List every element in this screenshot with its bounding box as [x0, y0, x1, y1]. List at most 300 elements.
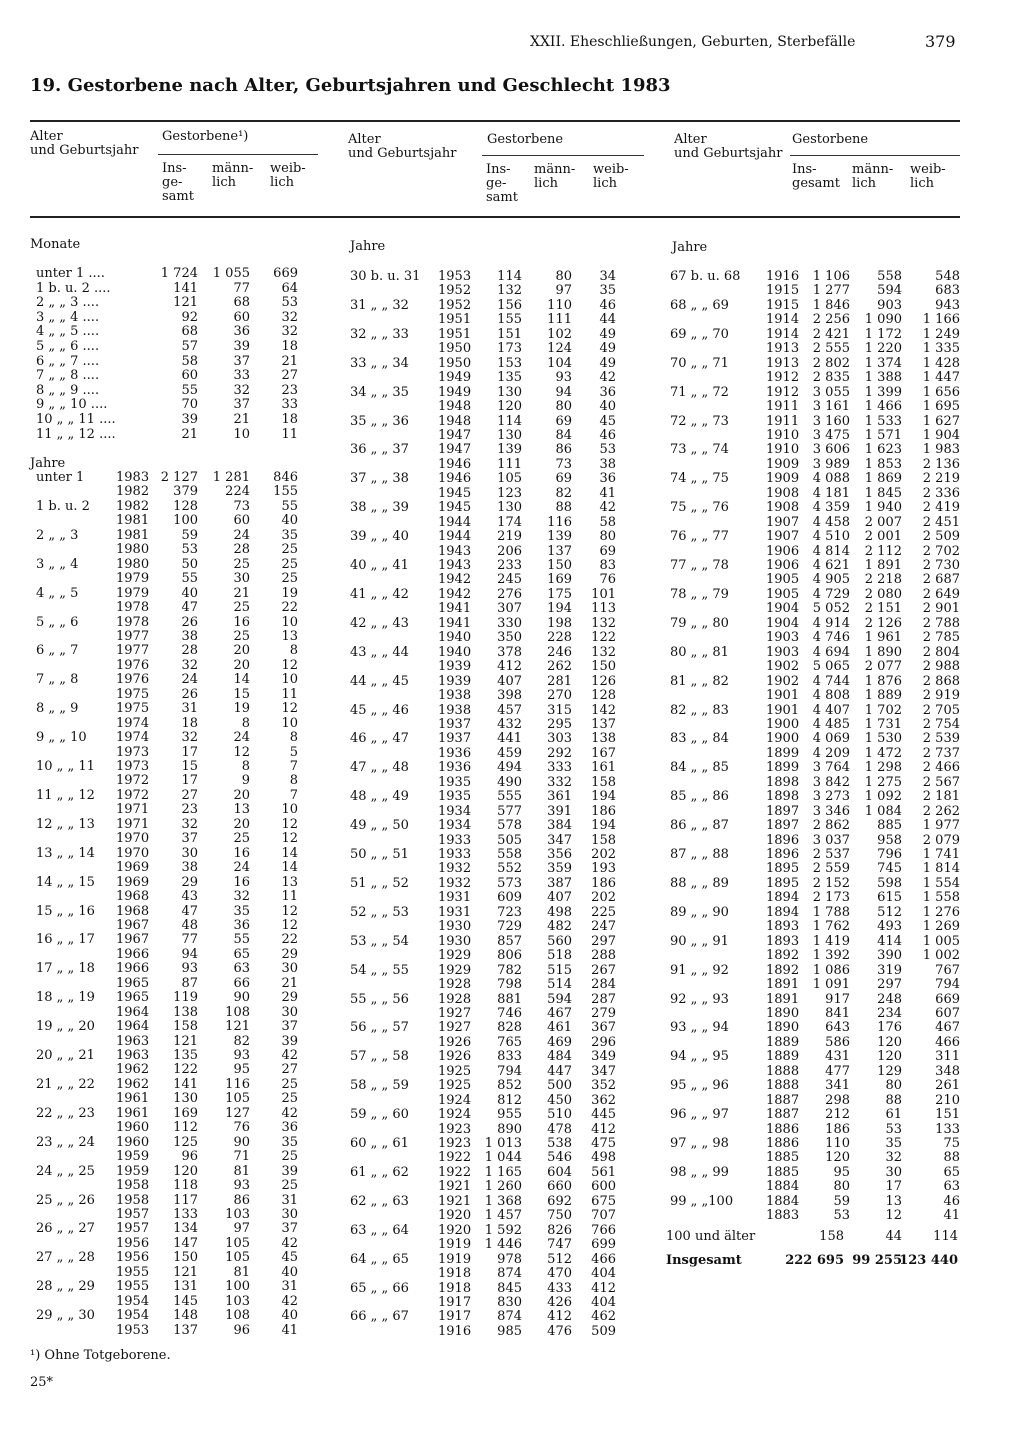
- row-total: 55: [181, 382, 198, 398]
- row-male: 1 275: [864, 774, 902, 790]
- row-male: 175: [547, 586, 572, 602]
- row-total: 114: [497, 269, 522, 284]
- row-birth-year: 1926: [438, 1049, 472, 1065]
- row-male: 24: [233, 527, 250, 543]
- row-birth-year: 1945: [438, 485, 472, 501]
- row-female: 699: [591, 1237, 616, 1253]
- row-age-label: 21 „ „ 22: [36, 1076, 95, 1092]
- row-total: 1 419: [812, 933, 850, 949]
- row-male: 103: [225, 1206, 250, 1222]
- c3-sub-total: Ins- gesamt: [792, 162, 840, 191]
- row-female: 58: [599, 514, 616, 530]
- row-birth-year: 1917: [438, 1294, 472, 1310]
- row-age-label: 85 „ „ 86: [670, 789, 729, 805]
- table-row: [36, 1107, 326, 1121]
- row-female: 466: [591, 1251, 616, 1267]
- row-total: 3 055: [812, 384, 850, 400]
- row-total: 120: [173, 1163, 198, 1179]
- row-total: [666, 1254, 966, 1268]
- row-total: 47: [181, 600, 198, 616]
- row-female: 41: [599, 485, 616, 501]
- row-female: 1 814: [922, 861, 960, 877]
- row-male: 53: [885, 1121, 902, 1137]
- table-row: [670, 458, 962, 472]
- row-total: 3 273: [812, 789, 850, 805]
- table-row: [350, 704, 630, 718]
- row-female: 2 901: [922, 601, 960, 617]
- row-female: 1 627: [922, 413, 960, 429]
- row-birth-year: 1978: [116, 614, 150, 630]
- table-row: [350, 1282, 630, 1296]
- row-age-label: 83 „ „ 84: [670, 731, 729, 747]
- table-row: [350, 1123, 630, 1137]
- table-row: [36, 962, 326, 976]
- row-age-label: 30 b. u. 31: [350, 269, 421, 284]
- row-male: 65: [233, 946, 250, 962]
- table-row: [350, 978, 630, 992]
- section-months: Monate: [30, 237, 81, 252]
- total-male: 99 255: [852, 1253, 902, 1268]
- row-female: 65: [943, 1164, 960, 1180]
- row-total: 341: [825, 1078, 850, 1094]
- row-female: 101: [591, 586, 616, 602]
- row-birth-year: 1973: [116, 744, 150, 760]
- row-male: 30: [233, 571, 250, 587]
- row-male: 8: [241, 759, 250, 774]
- row-female: 11: [281, 686, 298, 702]
- row-male: 1 472: [864, 745, 902, 761]
- table-row: [36, 861, 326, 875]
- row-male: 332: [547, 774, 572, 790]
- page-signature: 25*: [30, 1375, 54, 1390]
- row-birth-year: 1904: [766, 601, 800, 617]
- row-male: 1 092: [864, 789, 902, 805]
- row-age-label: 2 „ „ 3 ....: [36, 295, 100, 311]
- row-male: 292: [547, 745, 572, 761]
- row-female: 37: [281, 1019, 298, 1035]
- row-total: 58: [181, 353, 198, 369]
- row-male: 1 090: [864, 312, 902, 328]
- row-total: 169: [173, 1105, 198, 1121]
- row-female: 7: [289, 759, 298, 774]
- table-row: [350, 1151, 630, 1165]
- row-total: 134: [173, 1221, 198, 1237]
- table-row: [350, 342, 630, 356]
- row-female: 76: [599, 572, 616, 588]
- top-rule: [30, 120, 960, 122]
- row-male: 281: [547, 673, 572, 689]
- row-male: 1 845: [864, 485, 902, 501]
- row-male: 692: [547, 1193, 572, 1209]
- table-row: [36, 1295, 326, 1309]
- row-male: 2 007: [864, 514, 902, 530]
- table-row: [670, 978, 962, 992]
- table-row: [36, 1092, 326, 1106]
- row-male: 512: [547, 1251, 572, 1267]
- row-birth-year: 1970: [116, 845, 150, 861]
- row-total: 153: [497, 355, 522, 371]
- table-row: [670, 1123, 962, 1137]
- row-birth-year: 1937: [438, 731, 472, 747]
- table-row: [670, 588, 962, 602]
- row-total: 38: [181, 860, 198, 876]
- row-age-label: 47 „ „ 48: [350, 760, 409, 776]
- row-male: 17: [885, 1179, 902, 1195]
- page-number: 379: [925, 32, 956, 51]
- row-birth-year: 1979: [116, 571, 150, 587]
- table-row: [36, 572, 326, 586]
- row-female: 194: [591, 818, 616, 834]
- row-total: 798: [497, 977, 522, 993]
- row-male: 20: [233, 787, 250, 803]
- row-birth-year: 1957: [116, 1221, 150, 1237]
- row-male: 100: [225, 1279, 250, 1295]
- row-total: 68: [181, 324, 198, 340]
- row-male: 224: [225, 484, 250, 500]
- row-total: 4 485: [812, 716, 850, 732]
- row-male: 560: [547, 933, 572, 949]
- row-birth-year: 1963: [116, 1048, 150, 1063]
- row-birth-year: 1981: [116, 513, 150, 529]
- row-total: 118: [173, 1178, 198, 1194]
- table-row: [670, 313, 962, 327]
- row-total: 173: [497, 341, 522, 357]
- row-male: 25: [233, 556, 250, 572]
- row-age-label: 79 „ „ 80: [670, 615, 729, 631]
- row-total: 95: [833, 1164, 850, 1180]
- table-row: [350, 1021, 630, 1035]
- row-age-label: 40 „ „ 41: [350, 558, 409, 573]
- row-female: 12: [281, 657, 298, 673]
- row-female: 2 702: [922, 543, 960, 559]
- row-total: 2 537: [812, 847, 850, 862]
- row-birth-year: 1944: [438, 514, 472, 530]
- row-male: 1 889: [864, 688, 902, 704]
- row-age-label: 17 „ „ 18: [36, 961, 95, 977]
- table-row: [350, 1094, 630, 1108]
- row-age-label: 35 „ „ 36: [350, 413, 409, 429]
- row-female: 1 695: [922, 399, 960, 415]
- row-birth-year: 1972: [116, 773, 150, 789]
- table-row: [350, 920, 630, 934]
- table-row: [350, 371, 630, 385]
- row-total: 4 088: [812, 471, 850, 487]
- row-male: 108: [225, 1308, 250, 1324]
- row-female: 1 977: [922, 818, 960, 834]
- row-total: 746: [497, 1005, 522, 1021]
- row-birth-year: 1891: [766, 977, 800, 993]
- row-female: 767: [935, 962, 960, 978]
- row-total: 77: [181, 932, 198, 948]
- row-birth-year: 1949: [438, 384, 472, 400]
- row-birth-year: 1961: [116, 1105, 150, 1121]
- row-birth-year: 1906: [766, 543, 800, 559]
- table-row: [36, 789, 326, 803]
- row-total: 609: [497, 890, 522, 906]
- table-row: [350, 675, 630, 689]
- section-years-3: Jahre: [672, 240, 708, 255]
- row-total: 890: [497, 1121, 522, 1137]
- row-birth-year: 1902: [766, 659, 800, 675]
- row-female: 2 336: [922, 485, 960, 501]
- row-total: 4 914: [812, 615, 850, 631]
- row-birth-year: 1892: [766, 962, 800, 978]
- table-row: [670, 1209, 962, 1223]
- row-male: 467: [547, 1005, 572, 1021]
- row-female: 412: [591, 1280, 616, 1296]
- row-birth-year: 1982: [116, 498, 150, 514]
- row-birth-year: 1960: [116, 1120, 150, 1136]
- row-birth-year: 1928: [438, 977, 472, 993]
- row-age-label: 93 „ „ 94: [670, 1020, 729, 1036]
- row-birth-year: 1899: [766, 745, 800, 761]
- row-total: 2 802: [812, 355, 850, 371]
- row-birth-year: 1903: [766, 630, 800, 646]
- row-male: 660: [547, 1179, 572, 1195]
- row-birth-year: 1981: [116, 527, 150, 543]
- row-female: 142: [591, 702, 616, 718]
- table-row: [350, 1253, 630, 1267]
- row-birth-year: 1971: [116, 802, 150, 818]
- row-birth-year: 1971: [116, 816, 150, 832]
- row-age-label: 27 „ „ 28: [36, 1250, 95, 1266]
- row-male: 391: [547, 803, 572, 819]
- table-row: [670, 732, 962, 746]
- table-row: [350, 1224, 630, 1238]
- row-birth-year: 1955: [116, 1279, 150, 1295]
- row-birth-year: 1894: [766, 904, 800, 920]
- row-female: 367: [591, 1020, 616, 1036]
- table-row: [350, 761, 630, 775]
- table-row: [36, 471, 326, 485]
- table-row: [36, 325, 326, 339]
- table-row: [670, 516, 962, 530]
- row-total: 121: [173, 1033, 198, 1049]
- row-male: 510: [547, 1107, 572, 1123]
- row-total: 96: [181, 1149, 198, 1165]
- table-row: [36, 818, 326, 832]
- table-row: [36, 1179, 326, 1193]
- row-female: 29: [281, 990, 298, 1006]
- row-male: 111: [547, 312, 572, 328]
- row-age-label: 16 „ „ 17: [36, 932, 95, 948]
- row-male: 958: [877, 832, 902, 848]
- row-age-label: 66 „ „ 67: [350, 1309, 409, 1325]
- row-total: 573: [497, 875, 522, 891]
- table-title: 19. Gestorbene nach Alter, Geburtsjahren und Geschlecht 1983: [30, 75, 671, 96]
- table-row: [350, 1325, 630, 1339]
- row-female: 12: [281, 917, 298, 933]
- row-age-label: 29 „ „ 30: [36, 1308, 95, 1324]
- row-female: 1 269: [922, 919, 960, 935]
- row-female: 40: [281, 513, 298, 529]
- row-birth-year: 1923: [438, 1136, 472, 1151]
- row-female: 2 079: [922, 832, 960, 848]
- row-male: 387: [547, 875, 572, 891]
- row-female: 475: [591, 1136, 616, 1151]
- row-total: 330: [497, 615, 522, 631]
- row-total: 1 392: [812, 948, 850, 964]
- row-total: 505: [497, 832, 522, 848]
- row-total: 4 744: [812, 673, 850, 689]
- row-female: 36: [599, 384, 616, 400]
- row-total: 490: [497, 774, 522, 790]
- row-age-label: 22 „ „ 23: [36, 1105, 95, 1121]
- table-row: [350, 545, 630, 559]
- row-age-label: 9 „ „ 10: [36, 730, 87, 746]
- row-birth-year: 1965: [116, 990, 150, 1006]
- row-female: 412: [591, 1121, 616, 1137]
- row-birth-year: 1916: [766, 269, 800, 284]
- row-age-label: 8 „ „ 9 ....: [36, 382, 100, 398]
- row-female: 186: [591, 803, 616, 819]
- row-birth-year: 1907: [766, 514, 800, 530]
- row-female: 22: [281, 600, 298, 616]
- row-total: 125: [173, 1134, 198, 1150]
- table-row: [350, 1079, 630, 1093]
- table-row: [350, 472, 630, 486]
- table-row: [36, 311, 326, 325]
- table-row: [36, 760, 326, 774]
- row-male: 88: [555, 500, 572, 516]
- row-total: 812: [497, 1092, 522, 1108]
- row-birth-year: 1930: [438, 933, 472, 949]
- row-total: 47: [181, 903, 198, 919]
- row-age-label: 4 „ „ 5 ....: [36, 324, 100, 340]
- row-total: 431: [825, 1049, 850, 1065]
- row-male: 28: [233, 542, 250, 558]
- row-birth-year: 1918: [438, 1266, 472, 1282]
- row-age-label: 81 „ „ 82: [670, 673, 729, 689]
- row-age-label: 84 „ „ 85: [670, 760, 729, 776]
- row-male: 518: [547, 948, 572, 964]
- table-row: [670, 342, 962, 356]
- table-row: [36, 1078, 326, 1092]
- row-total: 233: [497, 558, 522, 573]
- row-birth-year: 1926: [438, 1034, 472, 1050]
- row-total: 59: [833, 1193, 850, 1209]
- row-male: 594: [547, 991, 572, 1007]
- row-age-label: 6 „ „ 7 ....: [36, 353, 100, 369]
- row-age-label: 23 „ „ 24: [36, 1134, 95, 1150]
- table-row: [36, 616, 326, 630]
- row-birth-year: 1913: [766, 355, 800, 371]
- table-row: [36, 630, 326, 644]
- row-total: 3 842: [812, 774, 850, 790]
- row-male: 105: [225, 1250, 250, 1266]
- row-total: 459: [497, 745, 522, 761]
- table-row: [670, 949, 962, 963]
- row-birth-year: 1886: [766, 1121, 800, 1137]
- table-row: [350, 790, 630, 804]
- c2-sub-w: weib- lich: [593, 162, 629, 191]
- row-female: 158: [591, 774, 616, 790]
- row-birth-year: 1951: [438, 326, 472, 342]
- row-age-label: 63 „ „ 64: [350, 1222, 409, 1238]
- row-age-label: 38 „ „ 39: [350, 500, 409, 516]
- row-birth-year: 1933: [438, 832, 472, 848]
- row-birth-year: 1893: [766, 919, 800, 935]
- row-total: 881: [497, 991, 522, 1007]
- row-female: 347: [591, 1063, 616, 1079]
- table-row: [670, 270, 962, 284]
- row-age-label: 76 „ „ 77: [670, 529, 729, 545]
- table-row: [350, 862, 630, 876]
- table-row: [670, 415, 962, 429]
- row-total: 30: [181, 845, 198, 861]
- row-male: 482: [547, 919, 572, 935]
- table-row: [350, 1137, 630, 1151]
- table-row: [670, 400, 962, 414]
- row-female: 348: [935, 1063, 960, 1079]
- table-row: [350, 617, 630, 631]
- row-male: 81: [233, 1163, 250, 1179]
- row-total: 4 069: [812, 731, 850, 747]
- table-row: [350, 573, 630, 587]
- row-male: 356: [547, 847, 572, 862]
- row-age-label: 70 „ „ 71: [670, 355, 729, 371]
- row-total: 3 037: [812, 832, 850, 848]
- table-row: [350, 313, 630, 327]
- row-female: 133: [935, 1121, 960, 1137]
- table-row: [670, 559, 962, 573]
- row-total: 4 209: [812, 745, 850, 761]
- row-male: 8: [241, 715, 250, 731]
- row-birth-year: 1885: [766, 1150, 800, 1166]
- row-female: 600: [591, 1179, 616, 1195]
- row-male: 826: [547, 1222, 572, 1238]
- row-total: 130: [497, 427, 522, 443]
- row-female: 40: [599, 399, 616, 415]
- row-age-label: 58 „ „ 59: [350, 1078, 409, 1094]
- row-birth-year: 1916: [438, 1323, 472, 1339]
- row-total: 806: [497, 948, 522, 964]
- c1-age-header: Alter und Geburtsjahr: [30, 129, 139, 158]
- table-row: [670, 819, 962, 833]
- row-birth-year: 1940: [438, 644, 472, 660]
- row-total: 845: [497, 1280, 522, 1296]
- row-female: 30: [281, 1206, 298, 1222]
- row-female: 1 335: [922, 341, 960, 357]
- row-male: 82: [555, 485, 572, 501]
- row-total: 794: [497, 1063, 522, 1079]
- row-male: 1 388: [864, 370, 902, 386]
- row-female: 12: [281, 903, 298, 919]
- table-row: [350, 328, 630, 342]
- row-female: 10: [281, 802, 298, 818]
- table-row: [350, 776, 630, 790]
- table-row: [36, 587, 326, 601]
- row-birth-year: 1911: [766, 399, 800, 415]
- row-total: 151: [497, 326, 522, 342]
- table-row: [36, 1035, 326, 1049]
- table-row: [670, 487, 962, 501]
- row-birth-year: 1936: [438, 760, 472, 776]
- row-birth-year: 1895: [766, 875, 800, 891]
- c2-subrule: [482, 155, 644, 156]
- row-female: 150: [591, 659, 616, 675]
- row-total: 94: [181, 946, 198, 962]
- row-female: 846: [273, 470, 298, 485]
- table-row: [670, 747, 962, 761]
- row-male: 476: [547, 1323, 572, 1339]
- row-female: 27: [281, 368, 298, 384]
- row-total: 15: [181, 759, 198, 774]
- row-female: 548: [935, 269, 960, 284]
- row-birth-year: 1932: [438, 875, 472, 891]
- c2-sub-total: Ins- ge- samt: [486, 162, 518, 205]
- row-female: 18: [281, 412, 298, 427]
